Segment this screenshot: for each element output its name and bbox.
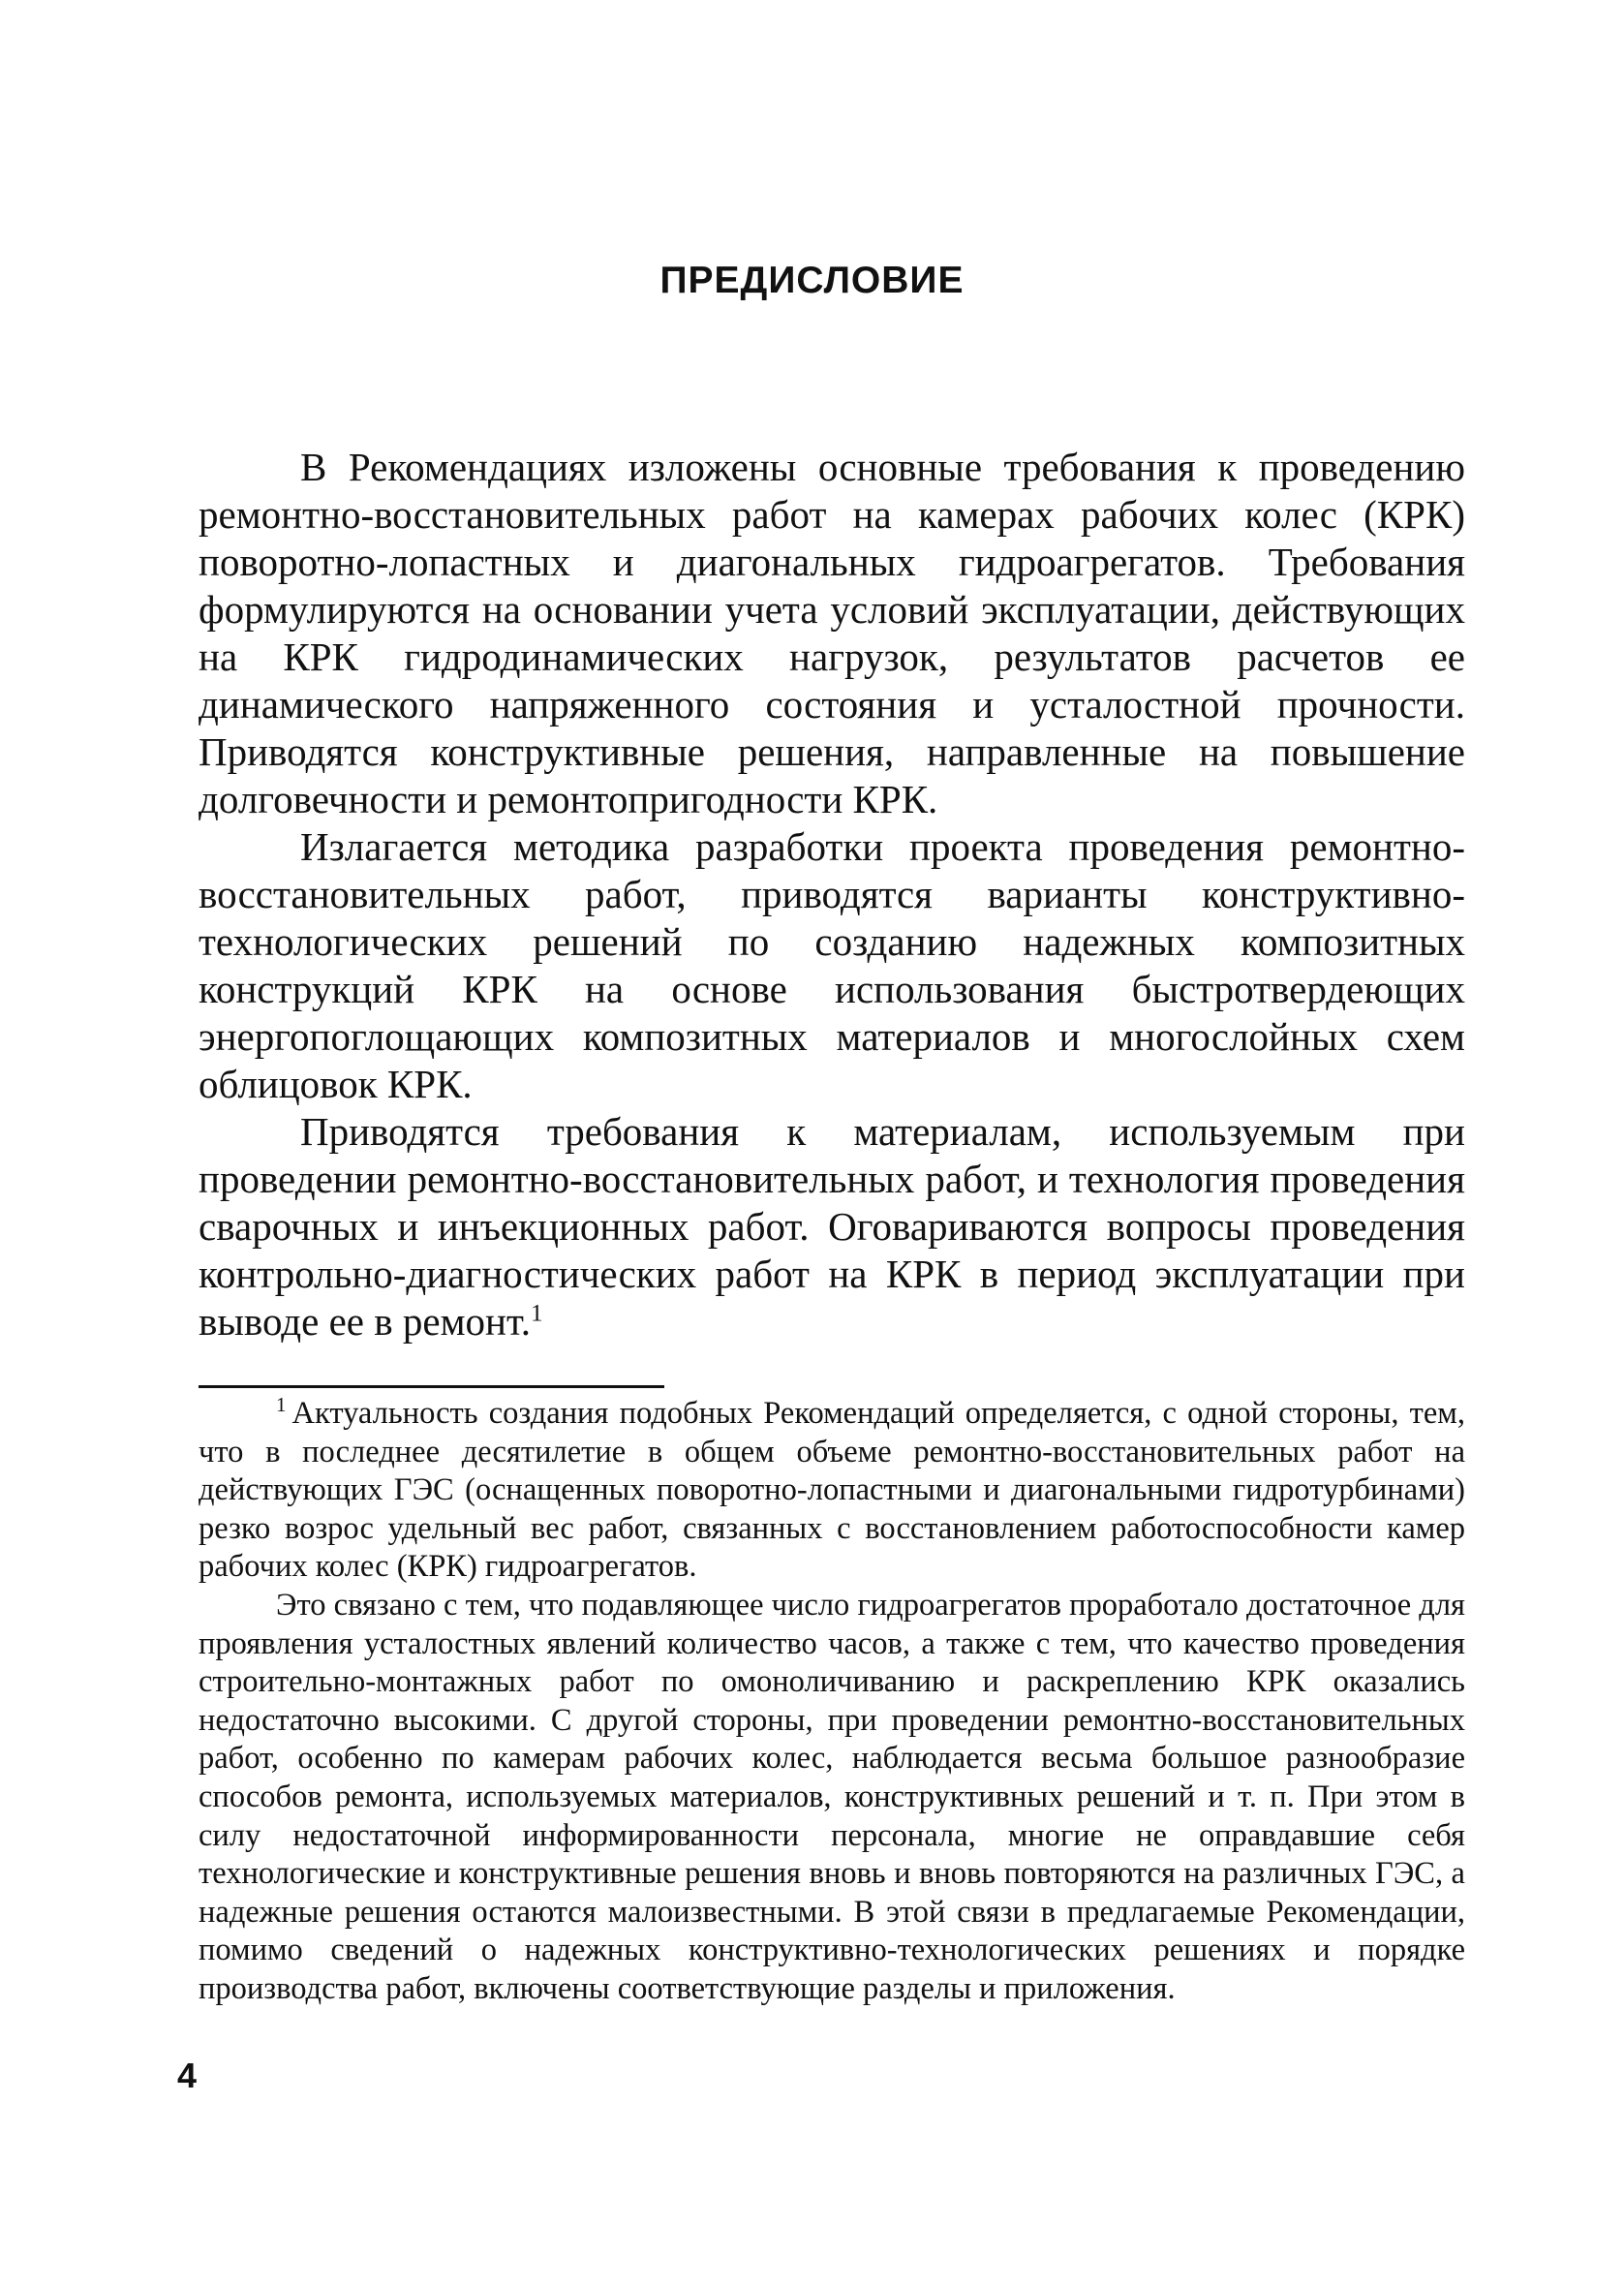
main-text [199,444,1465,1346]
paragraph: Излагается методика разработки проекта проведения ремонтно-восстановительных работ, приводятся варианты конструктивно-технологических решений по созданию надежных композитных конструкций КРК на основе использования быстротвердеющих энергопоглощающих композитных материалов и многослойных схем облицовок КРК. [199,824,1465,1106]
page-title: ПРЕДИСЛОВИЕ [659,260,965,301]
paragraph: В Рекомендациях изложены основные требования к проведению ремонтно-восстановительных работ на камерах рабочих колес (КРК) поворотно-лопастных и диагональных гидроагрегатов. Требования формулируются на основании учета условий эксплуатации, действующих на КРК гидродинамических нагрузок, результатов расчетов ее динамического напряженного состояния и усталостной прочности. Приводятся конструктивные решения, направленные на повышение долговечности и ремонтопригодности КРК. [199,445,1465,821]
footnote-text: Актуальность создания подобных Рекомендаций определяется, с одной стороны, тем, что в последнее десятилетие в общем объеме ремонтно-восстановительных работ на действующих ГЭС (оснащенных поворотно-лопастными и диагональными гидротурбинами) резко возрос удельный вес работ, связанных с восстановлением работоспособности камер рабочих колес (КРК) гидроагрегатов. [199,1396,1465,1585]
footnotes [199,1395,1465,2009]
footnote-marker: 1 [276,1393,287,1417]
paragraph-text: Приводятся требования к материалам, используемым при проведении ремонтно-восстановительных работ, и технология проведения сварочных и инъекционных работ. Оговариваются вопросы проведения контрольно-диагностических работ на КРК в период эксплуатации при выводе ее в ремонт. [199,1109,1465,1344]
paragraph [199,1108,1465,1346]
footnote [199,1395,1465,1587]
footnote-reference: 1 [531,1300,543,1327]
footnote: Это связано с тем, что подавляющее число гидроагрегатов проработало достаточное для проявления усталостных явлений количество часов, а также с тем, что качество проведения строительно-монтажных работ по омоноличиванию и раскреплению КРК оказались недостаточно высокими. С другой стороны, при проведении ремонтно-восстановительных работ, особенно по камерам рабочих колес, наблюдается весьма большое разнообразие способов ремонта, используемых материалов, конструктивных решений и т. п. При этом в силу недостаточной информированности персонала, многие не оправдавшие себя технологические и конструктивные решения вновь и вновь повторяются на различных ГЭС, а надежные решения остаются малоизвестными. В этой связи в предлагаемые Рекомендации, помимо сведений о надежных конструктивно-технологических решениях и порядке производства работ, включены соответствующие разделы и приложения. [199,1587,1465,2006]
page-number: 4 [177,2056,198,2095]
footnote-divider [199,1385,664,1388]
